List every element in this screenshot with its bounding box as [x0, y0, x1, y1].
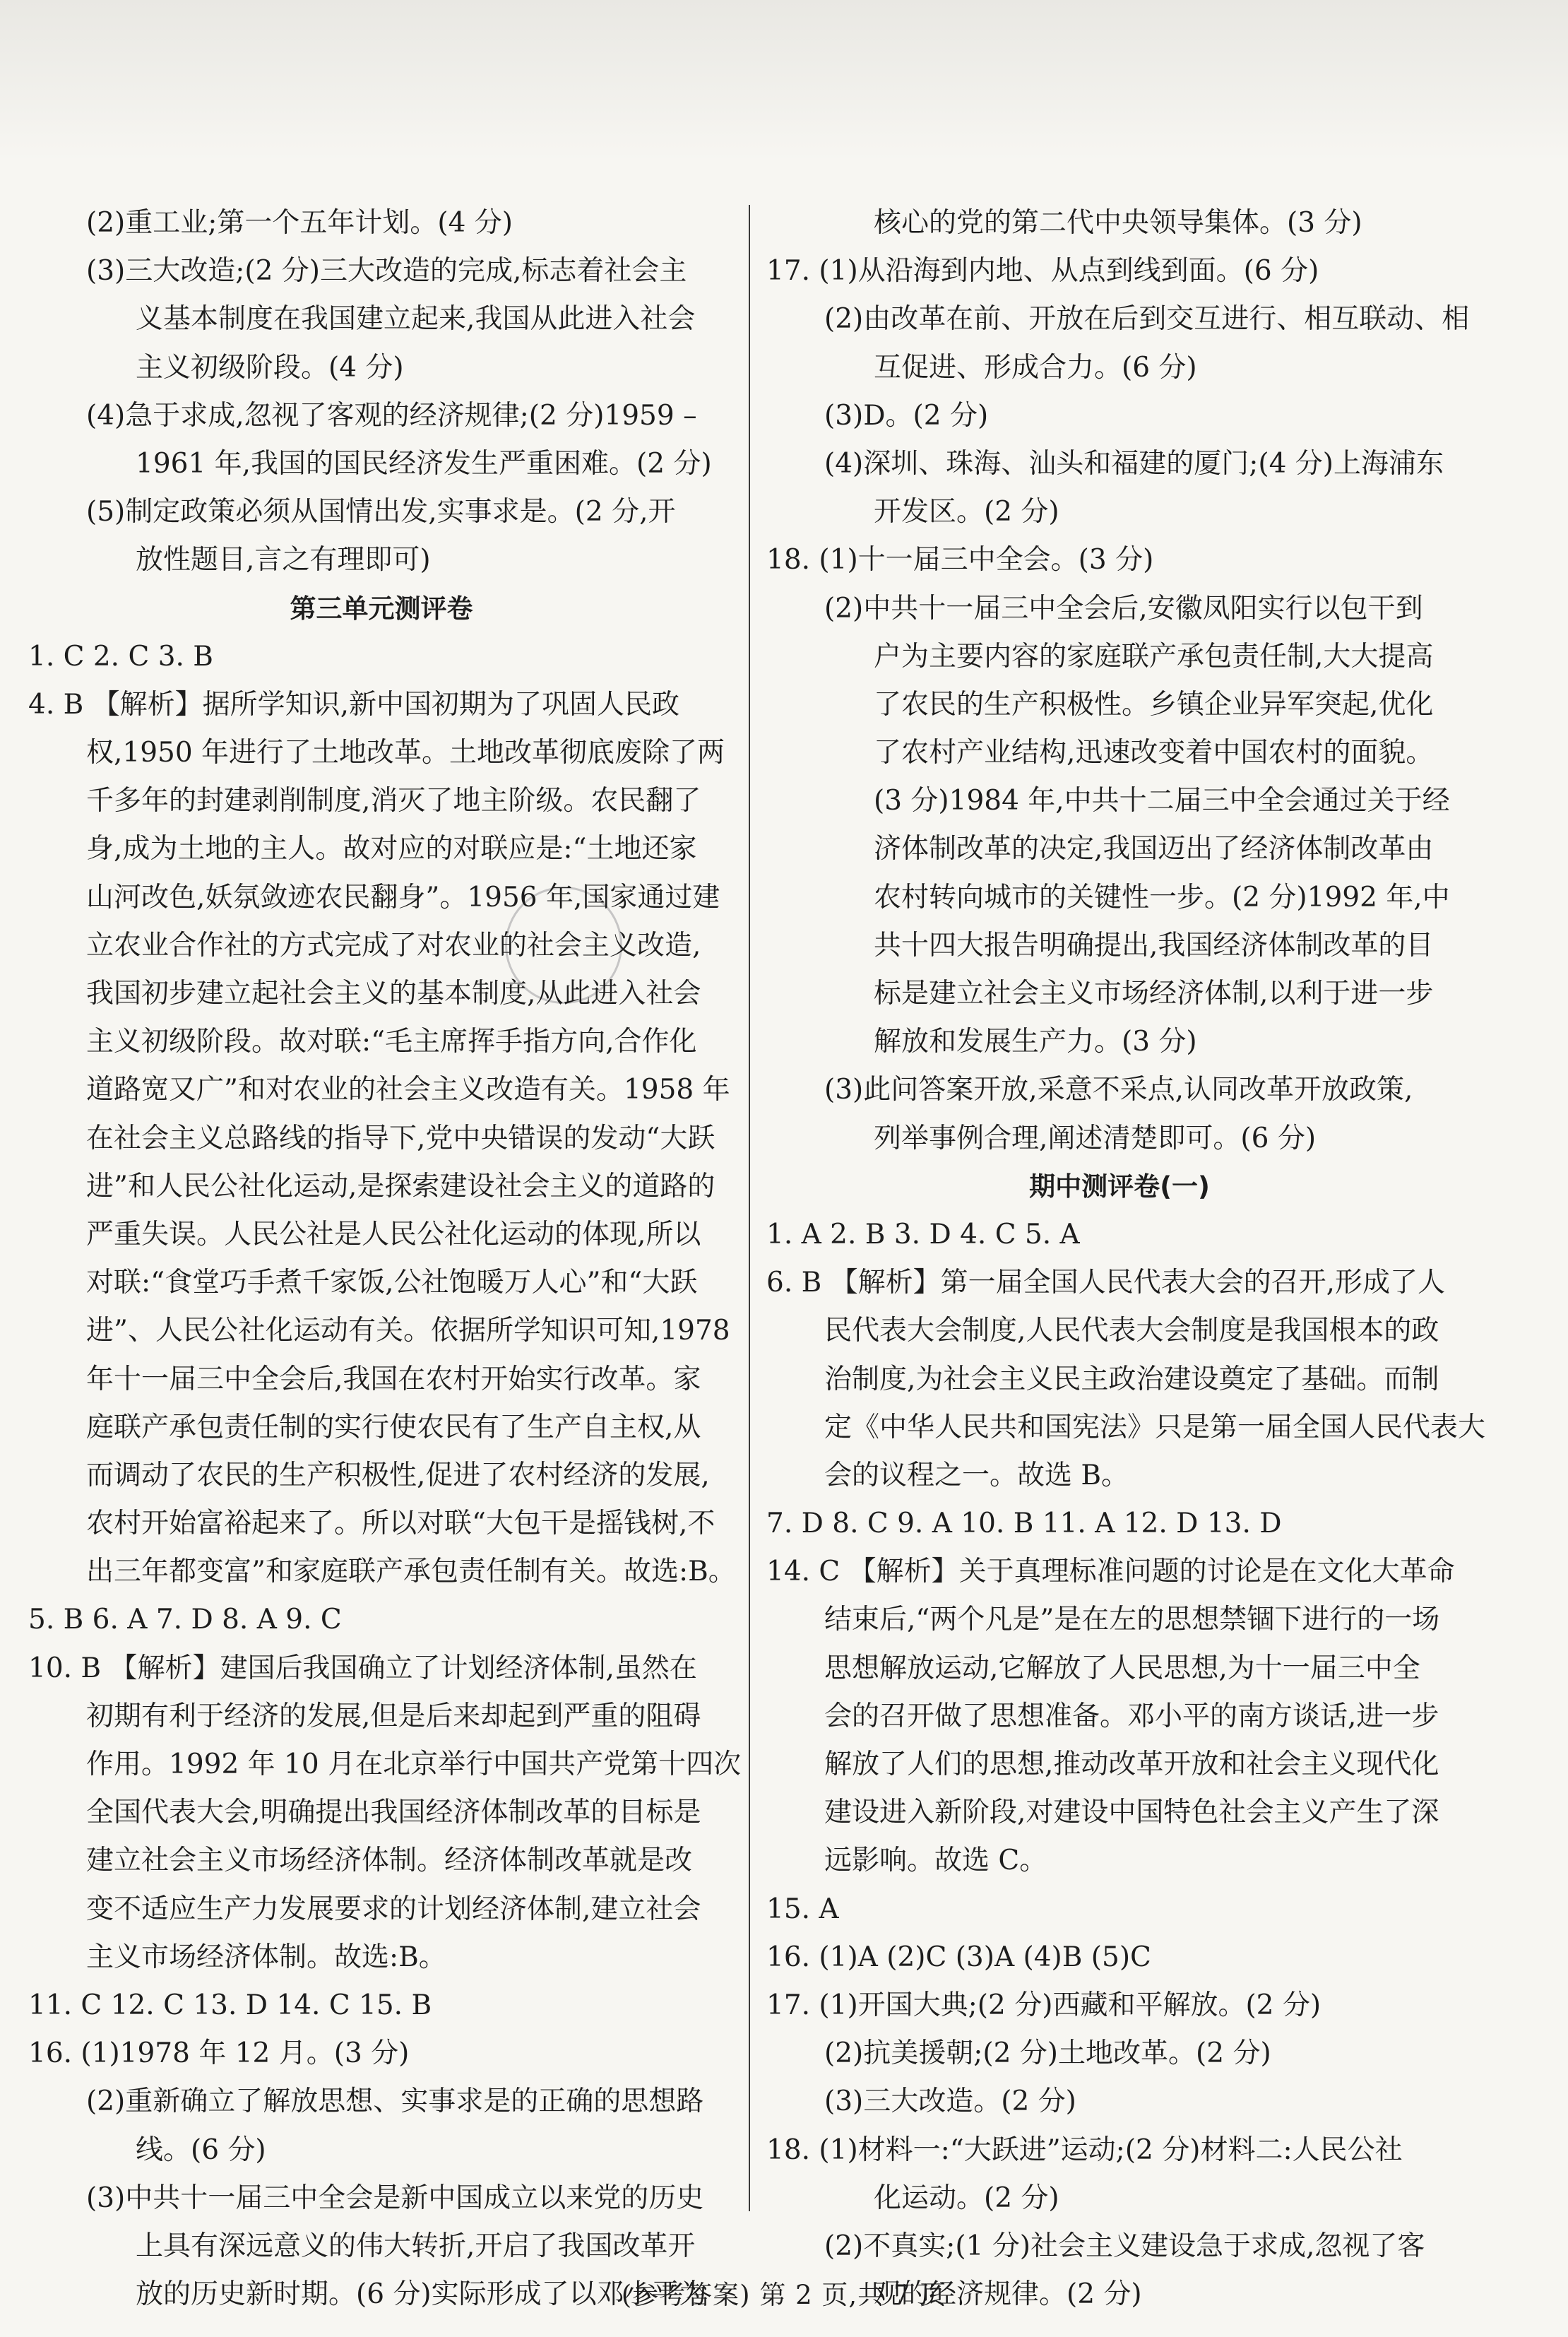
answer-line: 5. B 6. A 7. D 8. A 9. C — [28, 1604, 342, 1636]
answer-line: 14. C 【解析】关于真理标准问题的讨论是在文化大革命 — [766, 1556, 1455, 1588]
answer-line: (3)中共十一届三中全会是新中国成立以来党的历史 — [86, 2182, 704, 2214]
answer-line: 7. D 8. C 9. A 10. B 11. A 12. D 13. D — [766, 1508, 1282, 1540]
answer-line: (2)重工业;第一个五年计划。(4 分) — [86, 207, 513, 239]
answer-line: 15. A — [766, 1893, 839, 1925]
answer-line: 开发区。(2 分) — [874, 496, 1059, 528]
answer-line: (4)急于求成,忽视了客观的经济规律;(2 分)1959 – — [86, 399, 697, 432]
answer-line: 权,1950 年进行了土地改革。土地改革彻底废除了两 — [86, 737, 725, 769]
answer-line: 1. C 2. C 3. B — [28, 640, 213, 673]
answer-line: (2)不真实;(1 分)社会主义建设急于求成,忽视了客 — [824, 2230, 1425, 2262]
answer-line: 农村转向城市的关键性一步。(2 分)1992 年,中 — [874, 881, 1450, 913]
answer-line: 定《中华人民共和国宪法》只是第一届全国人民代表大 — [824, 1411, 1486, 1443]
answer-line: 16. (1)1978 年 12 月。(3 分) — [28, 2037, 410, 2070]
answer-line: 建设进入新阶段,对建设中国特色社会主义产生了深 — [824, 1797, 1439, 1829]
answer-line: 结束后,“两个凡是”是在左的思想禁锢下进行的一场 — [824, 1604, 1440, 1636]
answer-line: 思想解放运动,它解放了人民思想,为十一届三中全 — [824, 1652, 1420, 1684]
answer-line: 1. A 2. B 3. D 4. C 5. A — [766, 1218, 1080, 1250]
answer-line: 17. (1)从沿海到内地、从点到线到面。(6 分) — [766, 255, 1319, 288]
answer-line: 而调动了农民的生产积极性,促进了农村经济的发展, — [86, 1459, 710, 1491]
answer-line: 千多年的封建剥削制度,消灭了地主阶级。农民翻了 — [86, 785, 701, 817]
answer-line: 民代表大会制度,人民代表大会制度是我国根本的政 — [824, 1315, 1439, 1347]
answer-line: 放的历史新时期。(6 分)实际形成了以邓小平为 — [136, 2278, 707, 2311]
answer-line: 主义初级阶段。(4 分) — [136, 351, 404, 384]
answer-line: 身,成为土地的主人。故对应的对联应是:“土地还家 — [86, 833, 697, 865]
answer-line: 上具有深远意义的伟大转折,开启了我国改革开 — [136, 2230, 696, 2262]
answer-line: 了农村产业结构,迅速改变着中国农村的面貌。 — [874, 737, 1434, 769]
answer-line: 建立社会主义市场经济体制。经济体制改革就是改 — [86, 1845, 693, 1877]
answer-line: 初期有利于经济的发展,但是后来却起到严重的阻碍 — [86, 1700, 701, 1732]
answer-line: 16. (1)A (2)C (3)A (4)B (5)C — [766, 1941, 1151, 1973]
answer-line: 治制度,为社会主义民主政治建设奠定了基础。而制 — [824, 1363, 1439, 1395]
answer-line: 会的议程之一。故选 B。 — [824, 1459, 1129, 1491]
answer-line: 11. C 12. C 13. D 14. C 15. B — [28, 1989, 432, 2021]
answer-line: 变不适应生产力发展要求的计划经济体制,建立社会 — [86, 1893, 701, 1925]
answer-line: 农村开始富裕起来了。所以对联“大包干是摇钱树,不 — [86, 1508, 715, 1540]
answer-line: 线。(6 分) — [136, 2134, 266, 2166]
scan-shadow — [0, 0, 1568, 162]
answer-line: 放性题目,言之有理即可) — [136, 544, 431, 576]
answer-line: 在社会主义总路线的指导下,党中央错误的发动“大跃 — [86, 1122, 715, 1154]
answer-line: 6. B 【解析】第一届全国人民代表大会的召开,形成了人 — [766, 1267, 1446, 1299]
answer-line: 4. B 【解析】据所学知识,新中国初期为了巩固人民政 — [28, 688, 680, 721]
answer-line: 进”、人民公社化运动有关。依据所学知识可知,1978 — [86, 1315, 730, 1347]
answer-line: 年十一届三中全会后,我国在农村开始实行改革。家 — [86, 1363, 701, 1395]
answer-line: 10. B 【解析】建国后我国确立了计划经济体制,虽然在 — [28, 1652, 697, 1684]
answer-line: 道路宽又广”和对农业的社会主义改造有关。1958 年 — [86, 1074, 730, 1106]
answer-line: 户为主要内容的家庭联产承包责任制,大大提高 — [874, 640, 1434, 673]
right-column — [766, 199, 1486, 2319]
answer-line: (2)重新确立了解放思想、实事求是的正确的思想路 — [86, 2085, 704, 2118]
answer-line: 解放了人们的思想,推动改革开放和社会主义现代化 — [824, 1749, 1439, 1780]
answer-line: 进”和人民公社化运动,是探索建设社会主义的道路的 — [86, 1170, 715, 1202]
answer-line: 共十四大报告明确提出,我国经济体制改革的目 — [874, 929, 1434, 962]
answer-line: 立农业合作社的方式完成了对农业的社会主义改造, — [86, 929, 701, 962]
answer-line: (2)由改革在前、开放在后到交互进行、相互联动、相 — [824, 303, 1470, 336]
answer-line: 对联:“食堂巧手煮千家饭,公社饱暖万人心”和“大跃 — [86, 1267, 698, 1299]
answer-line: 核心的党的第二代中央领导集体。(3 分) — [874, 207, 1362, 239]
answer-line: 主义初级阶段。故对联:“毛主席挥手指方向,合作化 — [86, 1026, 697, 1058]
answer-line: 化运动。(2 分) — [874, 2182, 1059, 2214]
answer-line: 互促进、形成合力。(6 分) — [874, 351, 1197, 384]
answer-line: 标是建立社会主义市场经济体制,以利于进一步 — [874, 978, 1434, 1010]
answer-line: (2)抗美援朝;(2 分)土地改革。(2 分) — [824, 2037, 1271, 2070]
answer-line: 1961 年,我国的国民经济发生严重困难。(2 分) — [136, 447, 712, 480]
answer-line: 远影响。故选 C。 — [824, 1845, 1047, 1877]
page-footer: (参考答案) 第 2 页,共 7 页 — [621, 2280, 947, 2310]
answer-line: 解放和发展生产力。(3 分) — [874, 1026, 1197, 1058]
answer-line: 了农民的生产积极性。乡镇企业异军突起,优化 — [874, 688, 1434, 721]
answer-line: (4)深圳、珠海、汕头和福建的厦门;(4 分)上海浦东 — [824, 447, 1444, 480]
section-heading: 期中测评卷(一) — [1029, 1171, 1210, 1202]
answer-line: (3 分)1984 年,中共十二届三中全会通过关于经 — [874, 785, 1450, 817]
answer-line: 严重失误。人民公社是人民公社化运动的体现,所以 — [86, 1218, 701, 1250]
answer-line: 列举事例合理,阐述清楚即可。(6 分) — [874, 1122, 1317, 1154]
answer-line: 18. (1)十一届三中全会。(3 分) — [766, 544, 1154, 576]
answer-line: 18. (1)材料一:“大跃进”运动;(2 分)材料二:人民公社 — [766, 2134, 1403, 2166]
section-heading: 第三单元测评卷 — [290, 593, 473, 624]
answer-line: 17. (1)开国大典;(2 分)西藏和平解放。(2 分) — [766, 1989, 1321, 2021]
answer-line: 作用。1992 年 10 月在北京举行中国共产党第十四次 — [86, 1749, 742, 1780]
answer-line: 主义市场经济体制。故选:B。 — [86, 1941, 446, 1973]
answer-line: 义基本制度在我国建立起来,我国从此进入社会 — [136, 303, 696, 336]
answer-line: (3)D。(2 分) — [824, 399, 989, 432]
answer-line: 我国初步建立起社会主义的基本制度,从此进入社会 — [86, 978, 701, 1010]
answer-line: (2)中共十一届三中全会后,安徽凤阳实行以包干到 — [824, 592, 1423, 625]
answer-line: 会的召开做了思想准备。邓小平的南方谈话,进一步 — [824, 1700, 1439, 1732]
answer-line: 济体制改革的决定,我国迈出了经济体制改革由 — [874, 833, 1434, 865]
answer-line: (3)三大改造;(2 分)三大改造的完成,标志着社会主 — [86, 255, 687, 288]
answer-line: 庭联产承包责任制的实行使农民有了生产自主权,从 — [86, 1411, 701, 1443]
answer-line: (3)三大改造。(2 分) — [824, 2085, 1076, 2118]
answer-line: 全国代表大会,明确提出我国经济体制改革的目标是 — [86, 1797, 701, 1829]
column-divider — [749, 205, 750, 2211]
answer-line: 山河改色,妖氛敛迹农民翻身”。1956 年,国家通过建 — [86, 881, 720, 913]
answer-line: (5)制定政策必须从国情出发,实事求是。(2 分,开 — [86, 496, 676, 528]
answer-line: 出三年都变富”和家庭联产承包责任制有关。故选:B。 — [86, 1556, 736, 1588]
answer-line: 观的经济规律。(2 分) — [874, 2278, 1142, 2311]
answer-line: (3)此问答案开放,采意不采点,认同改革开放政策, — [824, 1074, 1413, 1106]
left-column — [28, 199, 742, 2319]
